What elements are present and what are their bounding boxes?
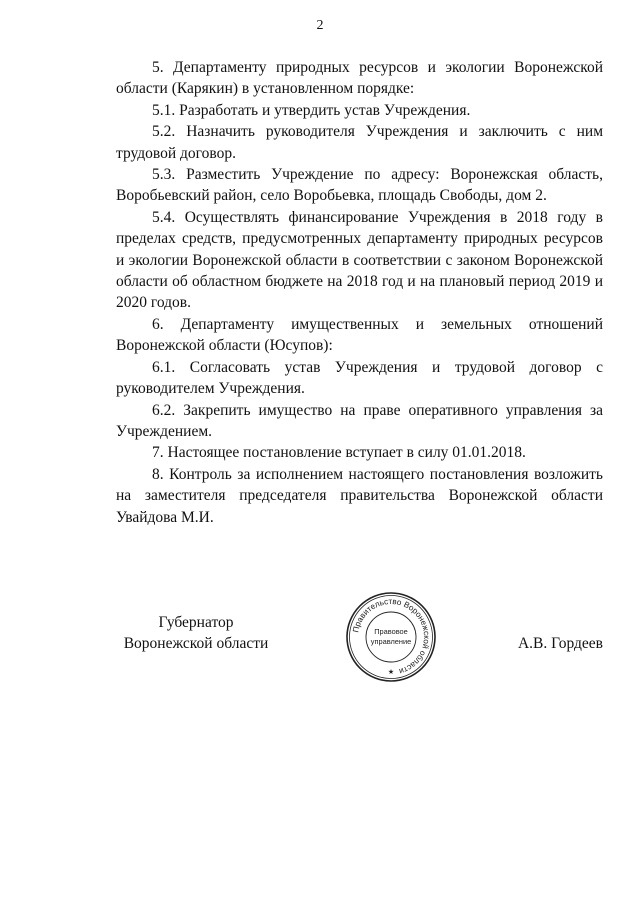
paragraph-7: 7. Настоящее постановление вступает в силу 01.01.2018.: [152, 444, 526, 462]
official-stamp: [345, 591, 437, 683]
stamp-center-line2: управление: [370, 637, 412, 646]
stamp-star-icon: ★: [387, 668, 395, 676]
signatory-title: [116, 612, 276, 654]
paragraph-8: 8. Контроль за исполнением настоящего постановления возложить на заместителя председателя правительства Воронежской области Увайдова М.И.: [116, 465, 603, 526]
paragraph-5: 5. Департаменту природных ресурсов и экологии Воронежской области (Карякин) в установленном порядке:: [116, 59, 603, 98]
paragraph-6-1: 6.1. Согласовать устав Учреждения и трудовой договор с руководителем Учреждения.: [116, 358, 603, 398]
signatory-title-line2: Воронежской области: [123, 635, 269, 652]
paragraph-6: 6. Департаменту имущественных и земельных отношений Воронежской области (Юсупов):: [116, 315, 603, 355]
paragraph-5-3: 5.3. Разместить Учреждение по адресу: Воронежская область, Воробьевский район, село Воробьевка, площадь Свободы, дом 2.: [116, 166, 603, 205]
page-number: 2: [316, 18, 324, 33]
paragraph-5-2: 5.2. Назначить руководителя Учреждения и заключить с ним трудовой договор.: [116, 123, 603, 162]
stamp-seal-icon: [345, 591, 437, 683]
paragraph-5-1: 5.1. Разработать и утвердить устав Учреждения.: [152, 101, 471, 119]
signatory-name: А.В. Гордеев: [517, 635, 603, 652]
document-body: [116, 57, 603, 528]
signatory-title-line1: Губернатор: [158, 614, 234, 631]
paragraph-6-2: 6.2. Закрепить имущество на праве оперативного управления за Учреждением.: [116, 401, 603, 440]
stamp-ring-text: Правительство Воронежской области: [351, 596, 432, 676]
stamp-center-line1: Правовое: [374, 627, 408, 636]
paragraph-5-4: 5.4. Осуществлять финансирование Учреждения в 2018 году в пределах средств, предусмотренных департаменту природных ресурсов и экологии Воронежской области в соответствии с законом Воронежской области об областном бюджете на 2018 год и на плановый период 2019 и 2020 годов.: [116, 208, 603, 312]
